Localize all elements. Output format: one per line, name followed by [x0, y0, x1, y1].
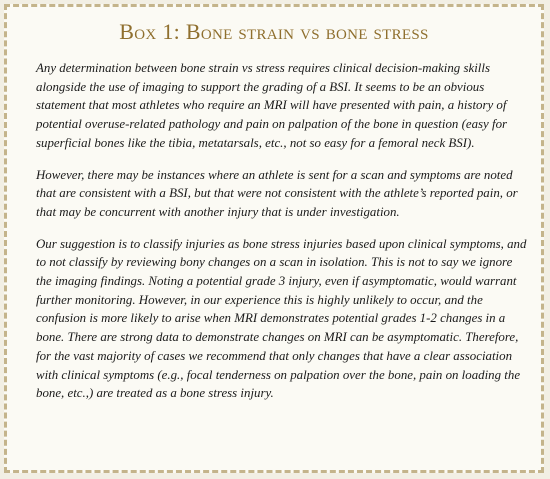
box-body [36, 59, 528, 416]
paragraph-2: However, there may be instances where an athlete is sent for a scan and symptoms are noted that are consistent with a BSI, but that were not consistent with the athlete’s reported pain, or that may be concurrent with another injury that is under investigation. [36, 167, 518, 219]
box-frame [4, 4, 544, 473]
paragraph-3: Our suggestion is to classify injuries as bone stress injuries based upon clinical symptoms, and to not classify by reviewing bony changes on a scan in isolation. This is not to say we ignore the imaging findings. Noting a potential grade 3 injury, even if asymptomatic, would warrant further monitoring. However, in our experience this is highly unlikely to occur, and the confusion is more likely to arise when MRI demonstrates potential grades 1-2 changes in a bone. There are strong data to demonstrate changes on MRI can be asymptomatic. Therefore, for the vast majority of cases we recommend that only changes that have a clear association with clinical symptoms (e.g., focal tenderness on palpation over the bone, pain on loading the bone, etc.,) are treated as a bone stress injury. [36, 236, 527, 401]
paragraph-1: Any determination between bone strain vs stress requires clinical decision-making skills alongside the use of imaging to support the grading of a BSI. It seems to be an obvious statement that most athletes who require an MRI will have presented with pain, a history of potential overuse-related pathology and pain on palpation of the bone in question (easy for superficial bones like the tibia, metatarsals, etc., not so easy for a femoral neck BSI). [36, 61, 508, 150]
box-title: Box 1: Bone strain vs bone stress [119, 19, 429, 44]
